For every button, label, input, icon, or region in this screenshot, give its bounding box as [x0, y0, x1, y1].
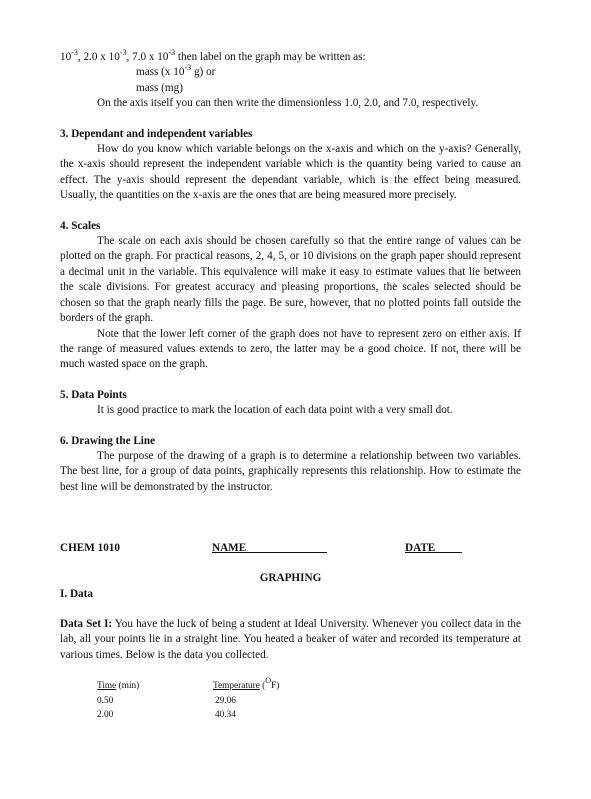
data-section-label: I. Data [60, 587, 93, 600]
worksheet-title: GRAPHING [259, 572, 322, 585]
table-row [60, 694, 521, 709]
section-paragraph: It is good practice to mark the location of each data point with a very small dot. [97, 404, 453, 417]
time-column-header: Time (min) [97, 681, 140, 692]
section-paragraph: The purpose of the drawing of a graph is to determine a relationship between two variables. The best line, for a group of data points, graphically represents this relationship. How to estimate the best line will be demonstrated by the instructor. [60, 449, 521, 493]
temperature-cell: 29.06 [215, 695, 236, 706]
section-heading: 3. Dependant and independent variables [60, 127, 253, 140]
section-heading: 6. Drawing the Line [60, 434, 156, 447]
time-cell: 2.00 [97, 710, 114, 721]
table-header-row [60, 676, 521, 694]
time-cell: 0.50 [97, 695, 114, 706]
temperature-cell: 40.34 [215, 710, 236, 721]
document-page [60, 50, 521, 723]
mass-label-example-2: mass (mg) [136, 81, 183, 94]
mass-label-example-1: mass (x $10^{-3}$ g) or [136, 63, 216, 79]
data-table [60, 676, 521, 723]
course-code: CHEM 1010 [60, 542, 120, 555]
exponent-line: $10^{-3}$, 2.0 x $10^{-3}$, 7.0 x $10^{-3}$ then label on the graph may be written as: [60, 48, 366, 63]
section-paragraph: Note that the lower left corner of the graph does not have to represent zero on either axis. If the range of measured values extends to zero, the latter may be a good choice. If not, there will be much wasted space on the graph. [60, 327, 521, 371]
section-heading: 4. Scales [60, 219, 101, 232]
table-row [60, 708, 521, 723]
section-paragraph: The scale on each axis should be chosen carefully so that the entire range of values can be plotted on the graph. For practical reasons, 2, 4, 5, or 10 divisions on the graph paper should represent a decimal unit in the variable. This equivalence will make it easy to estimate values that lie between the scale divisions. For greatest accuracy and pleasing proportions, the scales selected should be chosen so that the graph nearly fills the page. Be sure, however, that no plotted points fall outside the borders of the graph. [60, 235, 521, 325]
temperature-column-header: Temperature ($^O$F) [213, 676, 280, 692]
section-paragraph: How do you know which variable belongs on the x-axis and which on the y-axis? Generally, the x-axis should represent the independent variable which is the quantity being varied to cause an effect. The y-axis should represent the dependant variable, which is the effect being measured. Usually, the quantities on the x-axis are the ones that are being measured more precisely. [60, 143, 521, 202]
section-heading: 5. Data Points [60, 388, 127, 401]
worksheet-header: CHEM 1010 NAME DATE [60, 541, 521, 557]
axis-paragraph: On the axis itself you can then write the dimensionless 1.0, 2.0, and 7.0, respectively. [97, 97, 479, 110]
dataset-description: Data Set I: You have the luck of being a student at Ideal University. Whenever you collect data in the lab, all your points lie in a straight line. You heated a beaker of water and recorded its temperature at various times. Below is the data you collected. [60, 617, 521, 661]
